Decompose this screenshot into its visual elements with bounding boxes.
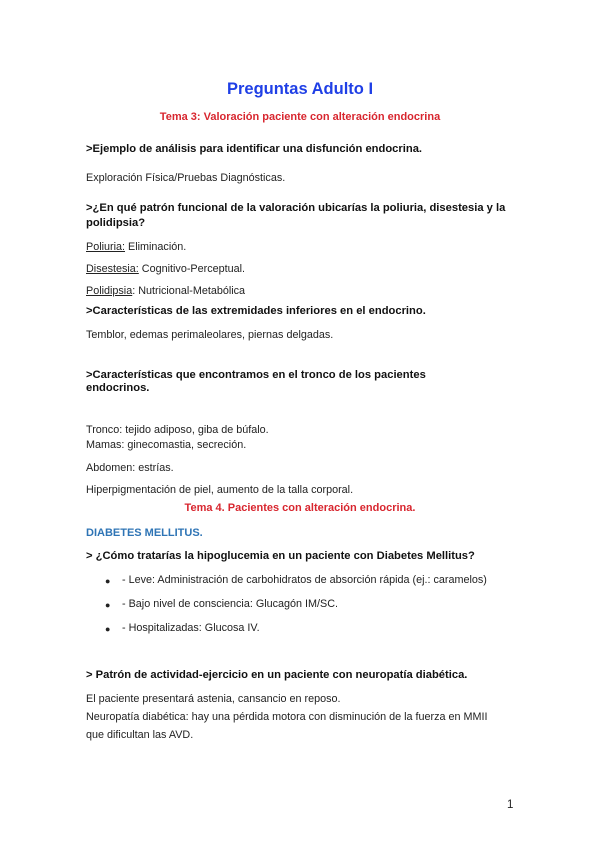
answer-5-item: - Hospitalizadas: Glucosa IV.: [122, 622, 260, 634]
page-number: 1: [507, 799, 514, 811]
question-2-line-1: >¿En qué patrón funcional de la valoración ubicarías la poliuria, disestesia y la: [86, 202, 506, 214]
topic-4-heading: Tema 4. Pacientes con alteración endocrina.: [184, 502, 416, 514]
answer-6-line: El paciente presentará astenia, cansancio en reposo.: [86, 693, 341, 705]
question-1: >Ejemplo de análisis para identificar una disfunción endocrina.: [86, 143, 423, 155]
question-5: > ¿Cómo tratarías la hipoglucemia en un paciente con Diabetes Mellitus?: [86, 550, 475, 562]
answer-6-line: que dificultan las AVD.: [86, 729, 194, 741]
bullet-icon: ●: [105, 576, 111, 586]
question-6: > Patrón de actividad-ejercicio en un paciente con neuropatía diabética.: [86, 669, 468, 681]
answer-2-value: Eliminación.: [125, 241, 187, 253]
question-4-line-2: endocrinos.: [86, 382, 150, 394]
question-4-line-1: >Características que encontramos en el tronco de los pacientes: [86, 369, 426, 381]
question-3: >Características de las extremidades inferiores en el endocrino.: [86, 305, 426, 317]
question-2-line-2: polidipsia?: [86, 217, 146, 229]
answer-5-item: - Bajo nivel de consciencia: Glucagón IM/SC.: [122, 598, 339, 610]
answer-4-line: Tronco: tejido adiposo, giba de búfalo.: [86, 424, 269, 436]
answer-4-line: Abdomen: estrías.: [86, 462, 174, 474]
topic-3-heading: Tema 3: Valoración paciente con alteración endocrina: [159, 111, 441, 123]
answer-2-item: [86, 240, 186, 254]
answer-4-line: Mamas: ginecomastia, secreción.: [86, 439, 247, 451]
answer-3: Temblor, edemas perimaleolares, piernas delgadas.: [86, 329, 334, 341]
bullet-icon: ●: [105, 624, 111, 634]
answer-4-line: Hiperpigmentación de piel, aumento de la talla corporal.: [86, 484, 354, 496]
answer-2-item: [86, 284, 245, 298]
answer-2-value: : Nutricional-Metabólica: [132, 285, 246, 297]
page-title: Preguntas Adulto I: [226, 80, 374, 98]
answer-2-term: Polidipsia: [86, 285, 133, 297]
answer-1: Exploración Física/Pruebas Diagnósticas.: [86, 172, 286, 184]
answer-2-term: Disestesia:: [86, 263, 139, 275]
answer-2-term: Poliuria:: [86, 241, 126, 253]
answer-2-value: Cognitivo-Perceptual.: [138, 263, 246, 275]
answer-2-item: [86, 262, 245, 276]
answer-5-item: - Leve: Administración de carbohidratos de absorción rápida (ej.: caramelos): [122, 574, 487, 586]
bullet-icon: ●: [105, 600, 111, 610]
answer-6-line: Neuropatía diabética: hay una pérdida motora con disminución de la fuerza en MMII: [86, 711, 488, 723]
section-heading-diabetes: DIABETES MELLITUS.: [86, 527, 203, 539]
